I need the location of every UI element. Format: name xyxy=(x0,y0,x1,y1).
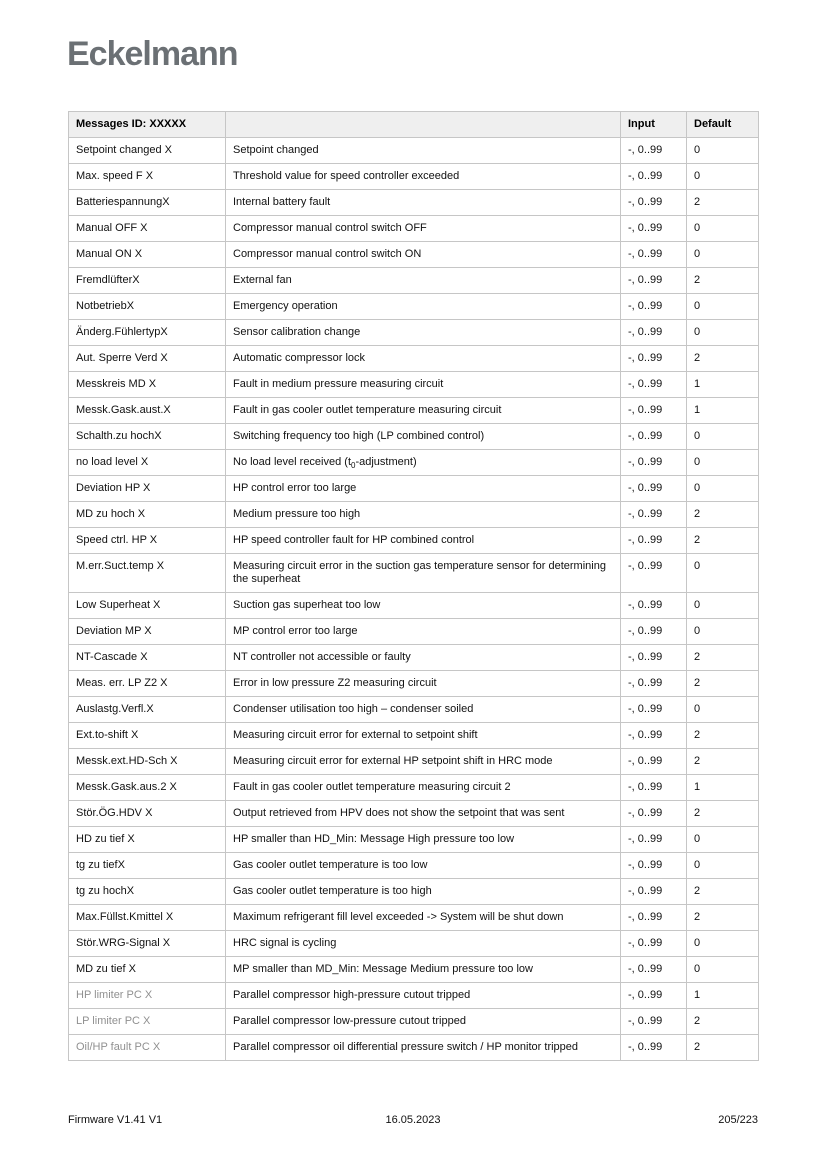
table-row xyxy=(69,398,759,424)
cell-default: 2 xyxy=(687,1035,759,1061)
cell-input: -, 0..99 xyxy=(621,957,687,983)
cell-message-id: Deviation HP X xyxy=(69,476,226,502)
cell-message-id: Auslastg.Verfl.X xyxy=(69,697,226,723)
cell-default: 0 xyxy=(687,619,759,645)
cell-description: Internal battery fault xyxy=(226,190,621,216)
table-row xyxy=(69,294,759,320)
cell-default: 0 xyxy=(687,827,759,853)
table-row xyxy=(69,905,759,931)
cell-description: Fault in gas cooler outlet temperature measuring circuit xyxy=(226,398,621,424)
table-row xyxy=(69,983,759,1009)
col-header-messages-id: Messages ID: XXXXX xyxy=(69,112,226,138)
cell-default: 2 xyxy=(687,190,759,216)
cell-message-id: BatteriespannungX xyxy=(69,190,226,216)
cell-description: Gas cooler outlet temperature is too high xyxy=(226,879,621,905)
table-row xyxy=(69,931,759,957)
cell-input: -, 0..99 xyxy=(621,216,687,242)
cell-default: 2 xyxy=(687,723,759,749)
table-row xyxy=(69,138,759,164)
cell-input: -, 0..99 xyxy=(621,697,687,723)
table-header-row xyxy=(69,112,759,138)
cell-message-id: HD zu tief X xyxy=(69,827,226,853)
cell-input: -, 0..99 xyxy=(621,450,687,476)
cell-description: Error in low pressure Z2 measuring circuit xyxy=(226,671,621,697)
cell-input: -, 0..99 xyxy=(621,554,687,593)
cell-default: 0 xyxy=(687,697,759,723)
cell-description: Switching frequency too high (LP combined control) xyxy=(226,424,621,450)
table-row xyxy=(69,424,759,450)
cell-input: -, 0..99 xyxy=(621,476,687,502)
cell-message-id: Aut. Sperre Verd X xyxy=(69,346,226,372)
cell-description: Automatic compressor lock xyxy=(226,346,621,372)
cell-default: 0 xyxy=(687,424,759,450)
eckelmann-logo: Eckelmann xyxy=(67,35,238,73)
table-row xyxy=(69,593,759,619)
cell-description: Emergency operation xyxy=(226,294,621,320)
cell-default: 0 xyxy=(687,294,759,320)
table-row xyxy=(69,697,759,723)
messages-table xyxy=(68,111,759,1061)
table-row xyxy=(69,450,759,476)
cell-description: Measuring circuit error in the suction gas temperature sensor for determining the superheat xyxy=(226,554,621,593)
cell-description: Parallel compressor high-pressure cutout tripped xyxy=(226,983,621,1009)
cell-input: -, 0..99 xyxy=(621,1009,687,1035)
cell-message-id: Setpoint changed X xyxy=(69,138,226,164)
cell-input: -, 0..99 xyxy=(621,294,687,320)
cell-input: -, 0..99 xyxy=(621,723,687,749)
cell-input: -, 0..99 xyxy=(621,853,687,879)
cell-input: -, 0..99 xyxy=(621,528,687,554)
cell-input: -, 0..99 xyxy=(621,242,687,268)
table-row xyxy=(69,775,759,801)
cell-message-id: NotbetriebX xyxy=(69,294,226,320)
cell-description: Condenser utilisation too high – condenser soiled xyxy=(226,697,621,723)
cell-input: -, 0..99 xyxy=(621,879,687,905)
cell-description: HP smaller than HD_Min: Message High pressure too low xyxy=(226,827,621,853)
cell-message-id: Speed ctrl. HP X xyxy=(69,528,226,554)
cell-message-id: Manual ON X xyxy=(69,242,226,268)
cell-default: 2 xyxy=(687,528,759,554)
cell-default: 0 xyxy=(687,320,759,346)
table-row xyxy=(69,242,759,268)
cell-description: Gas cooler outlet temperature is too low xyxy=(226,853,621,879)
cell-message-id: MD zu tief X xyxy=(69,957,226,983)
cell-description: Compressor manual control switch OFF xyxy=(226,216,621,242)
cell-message-id: Max.Füllst.Kmittel X xyxy=(69,905,226,931)
table-row xyxy=(69,671,759,697)
cell-message-id: Stör.WRG-Signal X xyxy=(69,931,226,957)
cell-default: 0 xyxy=(687,593,759,619)
cell-default: 0 xyxy=(687,931,759,957)
cell-input: -, 0..99 xyxy=(621,424,687,450)
cell-default: 2 xyxy=(687,502,759,528)
cell-message-id: FremdlüfterX xyxy=(69,268,226,294)
cell-default: 2 xyxy=(687,346,759,372)
cell-input: -, 0..99 xyxy=(621,801,687,827)
cell-message-id: Stör.ÖG.HDV X xyxy=(69,801,226,827)
cell-input: -, 0..99 xyxy=(621,619,687,645)
table-row xyxy=(69,476,759,502)
cell-description: Measuring circuit error for external to setpoint shift xyxy=(226,723,621,749)
cell-default: 2 xyxy=(687,801,759,827)
cell-input: -, 0..99 xyxy=(621,749,687,775)
table-row xyxy=(69,827,759,853)
cell-default: 1 xyxy=(687,398,759,424)
messages-table-body xyxy=(69,138,759,1061)
cell-description: Suction gas superheat too low xyxy=(226,593,621,619)
cell-message-id: Deviation MP X xyxy=(69,619,226,645)
footer-firmware-version: Firmware V1.41 V1 xyxy=(68,1114,163,1126)
cell-input: -, 0..99 xyxy=(621,905,687,931)
cell-message-id: Ext.to-shift X xyxy=(69,723,226,749)
cell-default: 0 xyxy=(687,957,759,983)
cell-input: -, 0..99 xyxy=(621,593,687,619)
table-row xyxy=(69,554,759,593)
cell-description: Threshold value for speed controller exceeded xyxy=(226,164,621,190)
col-header-input: Input xyxy=(621,112,687,138)
col-header-description xyxy=(226,112,621,138)
cell-input: -, 0..99 xyxy=(621,268,687,294)
cell-message-id: tg zu tiefX xyxy=(69,853,226,879)
cell-description: Fault in medium pressure measuring circuit xyxy=(226,372,621,398)
table-row xyxy=(69,957,759,983)
table-row xyxy=(69,164,759,190)
cell-message-id: tg zu hochX xyxy=(69,879,226,905)
cell-input: -, 0..99 xyxy=(621,775,687,801)
cell-message-id: MD zu hoch X xyxy=(69,502,226,528)
table-row xyxy=(69,528,759,554)
footer-date: 16.05.2023 xyxy=(385,1114,441,1126)
cell-description: NT controller not accessible or faulty xyxy=(226,645,621,671)
table-row xyxy=(69,1035,759,1061)
cell-message-id: Messkreis MD X xyxy=(69,372,226,398)
cell-default: 0 xyxy=(687,450,759,476)
cell-input: -, 0..99 xyxy=(621,372,687,398)
cell-message-id: Schalth.zu hochX xyxy=(69,424,226,450)
col-header-default: Default xyxy=(687,112,759,138)
cell-default: 2 xyxy=(687,1009,759,1035)
cell-input: -, 0..99 xyxy=(621,645,687,671)
cell-input: -, 0..99 xyxy=(621,320,687,346)
table-row xyxy=(69,216,759,242)
cell-default: 0 xyxy=(687,853,759,879)
cell-message-id: NT-Cascade X xyxy=(69,645,226,671)
cell-default: 0 xyxy=(687,242,759,268)
cell-message-id: Meas. err. LP Z2 X xyxy=(69,671,226,697)
cell-default: 2 xyxy=(687,268,759,294)
cell-input: -, 0..99 xyxy=(621,164,687,190)
cell-input: -, 0..99 xyxy=(621,1035,687,1061)
table-row xyxy=(69,346,759,372)
cell-message-id: Manual OFF X xyxy=(69,216,226,242)
table-row xyxy=(69,723,759,749)
cell-message-id: no load level X xyxy=(69,450,226,476)
footer-page-number: 205/223 xyxy=(718,1114,758,1126)
cell-input: -, 0..99 xyxy=(621,931,687,957)
table-row xyxy=(69,190,759,216)
table-row xyxy=(69,320,759,346)
cell-description: External fan xyxy=(226,268,621,294)
cell-input: -, 0..99 xyxy=(621,398,687,424)
table-row xyxy=(69,268,759,294)
cell-description: Measuring circuit error for external HP setpoint shift in HRC mode xyxy=(226,749,621,775)
cell-message-id: Änderg.FühlertypX xyxy=(69,320,226,346)
page-footer xyxy=(68,1114,758,1126)
cell-input: -, 0..99 xyxy=(621,190,687,216)
cell-description: MP control error too large xyxy=(226,619,621,645)
cell-input: -, 0..99 xyxy=(621,983,687,1009)
cell-message-id: Max. speed F X xyxy=(69,164,226,190)
table-row xyxy=(69,853,759,879)
cell-message-id: Messk.Gask.aus.2 X xyxy=(69,775,226,801)
table-row xyxy=(69,502,759,528)
cell-description: HP control error too large xyxy=(226,476,621,502)
table-row xyxy=(69,619,759,645)
cell-default: 0 xyxy=(687,164,759,190)
cell-default: 2 xyxy=(687,645,759,671)
cell-default: 1 xyxy=(687,372,759,398)
cell-default: 0 xyxy=(687,554,759,593)
cell-default: 1 xyxy=(687,775,759,801)
cell-description: No load level received $(t_0-adjustment)$ xyxy=(226,450,621,476)
cell-message-id: Messk.ext.HD-Sch X xyxy=(69,749,226,775)
cell-input: -, 0..99 xyxy=(621,346,687,372)
table-row xyxy=(69,645,759,671)
cell-message-id: Oil/HP fault PC X xyxy=(69,1035,226,1061)
cell-description: Output retrieved from HPV does not show the setpoint that was sent xyxy=(226,801,621,827)
table-row xyxy=(69,372,759,398)
cell-description: MP smaller than MD_Min: Message Medium pressure too low xyxy=(226,957,621,983)
cell-message-id: HP limiter PC X xyxy=(69,983,226,1009)
table-row xyxy=(69,749,759,775)
cell-description: Fault in gas cooler outlet temperature measuring circuit 2 xyxy=(226,775,621,801)
cell-default: 2 xyxy=(687,671,759,697)
table-row xyxy=(69,801,759,827)
cell-default: 1 xyxy=(687,983,759,1009)
cell-message-id: Low Superheat X xyxy=(69,593,226,619)
table-row xyxy=(69,1009,759,1035)
cell-default: 0 xyxy=(687,476,759,502)
cell-message-id: LP limiter PC X xyxy=(69,1009,226,1035)
cell-description: Parallel compressor low-pressure cutout tripped xyxy=(226,1009,621,1035)
cell-input: -, 0..99 xyxy=(621,502,687,528)
cell-description: Parallel compressor oil differential pressure switch / HP monitor tripped xyxy=(226,1035,621,1061)
cell-message-id: Messk.Gask.aust.X xyxy=(69,398,226,424)
cell-description: Maximum refrigerant fill level exceeded -> System will be shut down xyxy=(226,905,621,931)
cell-message-id: M.err.Suct.temp X xyxy=(69,554,226,593)
table-row xyxy=(69,879,759,905)
cell-default: 2 xyxy=(687,749,759,775)
cell-description: HP speed controller fault for HP combined control xyxy=(226,528,621,554)
cell-description: Compressor manual control switch ON xyxy=(226,242,621,268)
cell-default: 0 xyxy=(687,138,759,164)
cell-default: 2 xyxy=(687,905,759,931)
cell-input: -, 0..99 xyxy=(621,671,687,697)
cell-description: HRC signal is cycling xyxy=(226,931,621,957)
cell-input: -, 0..99 xyxy=(621,827,687,853)
cell-default: 0 xyxy=(687,216,759,242)
cell-description: Medium pressure too high xyxy=(226,502,621,528)
cell-description: Setpoint changed xyxy=(226,138,621,164)
cell-default: 2 xyxy=(687,879,759,905)
cell-input: -, 0..99 xyxy=(621,138,687,164)
cell-description: Sensor calibration change xyxy=(226,320,621,346)
